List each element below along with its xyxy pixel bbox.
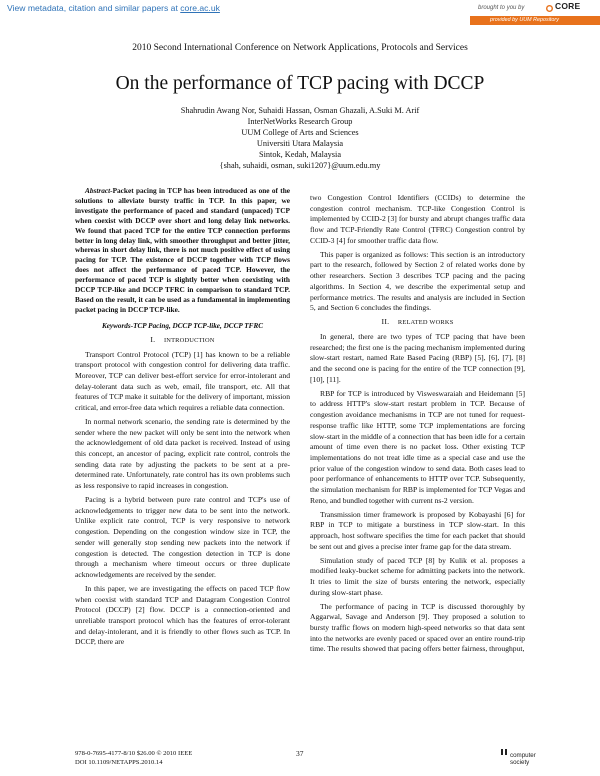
section-number: II. [381,317,390,327]
left-column [75,186,290,651]
body-paragraph: Transport Control Protocol (TCP) [1] has known to be a reliable transport protocol with congestion control for delivering data traffic. Moreover, TCP can deliver best-effort service for error-intolerant and delay-tolerant data such as web, email, file transport, etc. All that features of TCP make it suitable for the delivery of important, mission critical, and error-free data which requires a reliable data connection. [75,349,290,413]
body-paragraph: In this paper, we are investigating the effects on paced TCP flow when coexist with standard TCP and Datagram Congestion Control Protocol (DCCP) [2] flow. DCCP is a connection-oriented and unreliable transport protocol which has the features of error-tolerant and delay-intolerant, and it is friendly to other flows such as TCP. In DCCP, there are [75,583,290,647]
affiliation-line: Sintok, Kedah, Malaysia [258,149,342,159]
footer-doi: DOI 10.1109/NETAPPS.2010.14 [75,759,163,766]
section-title: RELATED WORKS [397,319,454,327]
author-emails: {shah, suhaidi, osman, suki1207}@uum.edu.my [219,160,381,170]
abstract-label: Abstract- [85,186,113,195]
core-provided-by[interactable]: provided by UUM Repository [490,17,559,23]
section-heading-related-works [310,317,525,329]
affiliation-line: InterNetWorks Research Group [247,116,353,126]
body-paragraph: Transmission timer framework is proposed by Kobayashi [6] for RBP in TCP to mitigate a burstiness in TCP slow-start. In this approach, host software specifies the time for each packet that should be sent out and gives a precise inter frame gap for the data stream. [310,509,525,551]
logo-line: computer [510,752,536,759]
core-brought-by: brought to you by [478,5,525,11]
paper-title: On the performance of TCP pacing with DCCP [115,73,485,94]
computer-society-logo-icon [500,748,509,764]
core-logo[interactable]: CORE [555,1,581,11]
body-paragraph: Pacing is a hybrid between pure rate control and TCP's use of acknowledgements to trigger new data to be sent into the network. Unlike explicit rate control, TCP is very responsive to network congestion. Depending on the congestion window size in TCP, the sender will generally stop sending new packets into the network if congestion is detected. The congestion detection in TCP is done through a mechanism where timeout occurs or three duplicate acknowledgements are received by the sender. [75,495,290,579]
page-number: 37 [296,749,304,758]
footer-isbn: 978-0-7695-4177-8/10 $26.00 © 2010 IEEE [75,750,193,757]
core-link-text[interactable]: View metadata, citation and similar papers at [7,3,181,13]
body-paragraph: RBP for TCP is introduced by Visweswaraiah and Heidemann [5] to address HTTP's slow-start restart problem in TCP. Because of congestion avoidance mechanisms in TCP are not tuned for request-response traffic like HTTP, some TCP implementations are forcing slow-start in the middle of a connection that has been idle for a certain amount of time even there is no packet loss. Other existing TCP implementations do not treat idle time as a special case and use the prior value of the congestion window to send data. Both cases lead to poor performance of enhancements to HTTP over TCP. Subsequently, the simulation mechanism for RBP is implemented for TCP Vegas and Reno, and bundled together with current ns-2 version. [310,388,525,505]
affiliation-line: Universiti Utara Malaysia [256,138,344,148]
body-paragraph: In general, there are two types of TCP pacing that have been researched; the first one is the pacing mechanism implemented during slow-start restart, named Rate Based Pacing (RBP) [5], [6], [7], [8] and the second one is pacing for the entire of the TCP connection [9], [10], [11]. [310,332,525,384]
core-logo-icon [546,5,553,12]
author-names: Shahrudin Awang Nor, Suhaidi Hassan, Osman Ghazali, A.Suki M. Arif [180,106,420,115]
core-link-domain[interactable]: core.ac.uk [180,3,220,13]
right-column [310,193,525,658]
conference-name: 2010 Second International Conference on Network Applications, Protocols and Services [132,43,468,53]
affiliation-line: UUM College of Arts and Sciences [241,127,359,137]
body-paragraph: two Congestion Control Identifiers (CCIDs) to determine the congestion control mechanism. TCP-like Congestion Control is implemented by CCID-2 [3] for bursty and abrupt changes traffic data flow and TCP-Friendly Rate Control (TFRC) Congestion control by CCID-3 [4] for smoother traffic data flow. [310,193,525,245]
logo-line: society [510,758,530,766]
core-metadata-link[interactable] [7,3,220,13]
body-paragraph: This paper is organized as follows: This section is an introductory part to the research, followed by Section 2 of related works done by other researchers. Section 3 describes TCP pacing and the pacing algorithms. In Section 4, we describe the experimental setup and performance metrics. The results and analysis are included in Section 5, and Section 6 concludes the findings. [310,249,525,313]
section-number: I. [150,334,156,344]
computer-society-logo [510,753,536,766]
abstract [75,186,290,315]
body-paragraph: The performance of pacing in TCP is discussed thoroughly by Aggarwal, Savage and Anderson [9]. They proposed a solution to bursty traffic flows on modern high-speed networks so that data sent into the networks are evenly paced or spaced over an entire round-trip time. The results showed that pacing offers better fairness, throughput, [310,601,525,654]
body-paragraph: In normal network scenario, the sending rate is determined by the sender where the new packet will only be sent into the network when the acknowledgement of old data packet is received. Instead of using this concept, an ancestor of pacing, explicit rate control, controls the sending data rate by adjusting the packets to be sent at a pre-determined rate. Unfortunately, rate control has its own problems such as less responsive to rapid increases in congestion. [75,416,290,491]
keywords: Keywords-TCP Pacing, DCCP TCP-like, DCCP TFRC [101,321,264,330]
body-paragraph: Simulation study of paced TCP [8] by Kulik et al. proposes a modified leaky-bucket scheme for admitting packets into the network. It tries to limit the size of bursts entering the network, especially during slow-start phase. [310,555,525,597]
footer-copyright [75,749,192,767]
section-heading-introduction [75,335,290,347]
core-banner [0,0,600,27]
author-block [0,106,600,171]
abstract-text: Packet pacing in TCP has been introduced as one of the solutions to alleviate bursty traffic in TCP. In this paper, we investigate the performance of paced and standard (unpaced) TCP when coexist with DCCP over short and long delay link networks. We found that paced TCP for the entire TCP connection performs better in long delay link, with smoother throughput and better jitter, whereas in short delay link, there is not much positive effect of using pacing for TCP. The existence of DCCP together with TCP flows does not affect the performance of paced TCP. However, the performance of paced TCP is slightly better when coexisting with DCCP TCP-like and DCCP TFRC in comparison to standard TCP. Based on the result, it can be used as a fundamental in implementing packet pacing in DCCP TCP-like. [75,186,290,314]
section-title: INTRODUCTION [163,336,215,344]
